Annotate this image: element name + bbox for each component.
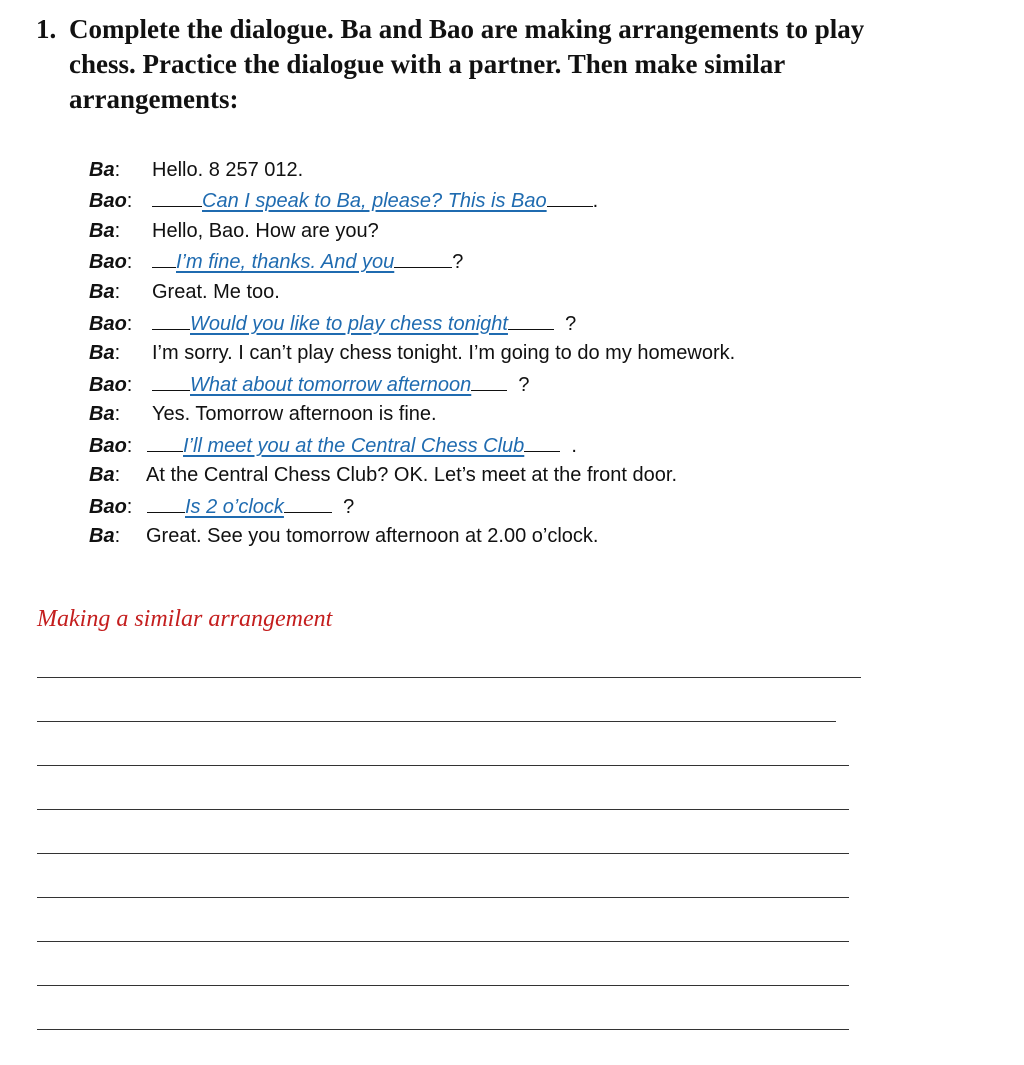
answer-text[interactable]: I’m fine, thanks. And you <box>176 251 395 273</box>
answer-text[interactable]: Would you like to play chess tonight <box>190 313 508 335</box>
writing-line[interactable] <box>37 809 849 810</box>
speaker-name: Ba <box>89 525 115 547</box>
dialogue-line: Ba: At the Central Chess Club? OK. Let’s meet at the front door. <box>89 464 678 486</box>
line-end: . <box>592 190 599 212</box>
speaker-name: Ba <box>89 464 115 486</box>
answer-text[interactable]: What about tomorrow afternoon <box>190 374 472 396</box>
exercise-heading <box>36 12 936 117</box>
writing-line[interactable] <box>37 941 849 942</box>
speaker-name: Bao <box>89 435 127 457</box>
dialogue-line: Bao: I’m fine, thanks. And you ? <box>89 251 464 273</box>
line-end: ? <box>452 251 464 273</box>
speaker-name: Bao <box>89 313 127 335</box>
writing-line[interactable] <box>37 1029 849 1030</box>
line-text: Hello, Bao. How are you? <box>152 220 379 242</box>
speaker-name: Ba <box>89 403 115 425</box>
dialogue-line: Bao: What about tomorrow afternoon ? <box>89 374 530 396</box>
line-text: Great. See you tomorrow afternoon at 2.00 o’clock. <box>146 525 599 547</box>
dialogue-line: Ba: Hello, Bao. How are you? <box>89 220 379 242</box>
speaker-name: Bao <box>89 251 127 273</box>
dialogue-line: Ba: Hello. 8 257 012. <box>89 159 304 181</box>
line-end: ? <box>565 313 577 335</box>
line-end: ? <box>518 374 530 396</box>
speaker-name: Bao <box>89 374 127 396</box>
line-text: Yes. Tomorrow afternoon is fine. <box>152 403 437 425</box>
section-title: Making a similar arrangement <box>37 606 333 632</box>
dialogue-line: Bao: I’ll meet you at the Central Chess Club . <box>89 435 577 457</box>
speaker-name: Ba <box>89 281 115 303</box>
line-text: Hello. 8 257 012. <box>152 159 304 181</box>
speaker-name: Ba <box>89 342 115 364</box>
dialogue-line: Ba: Yes. Tomorrow afternoon is fine. <box>89 403 437 425</box>
line-text: Great. Me too. <box>152 281 280 303</box>
speaker-name: Ba <box>89 159 115 181</box>
answer-text[interactable]: Can I speak to Ba, please? This is Bao <box>202 190 547 212</box>
dialogue-line: Ba: Great. Me too. <box>89 281 280 303</box>
dialogue-line: Ba: Great. See you tomorrow afternoon at 2.00 o’clock. <box>89 525 599 547</box>
writing-line[interactable] <box>37 721 836 722</box>
exercise-number: 1. <box>36 14 57 44</box>
dialogue-line: Bao: Can I speak to Ba, please? This is Bao . <box>89 190 599 212</box>
exercise-instruction: Complete the dialogue. Ba and Bao are making arrangements to play chess. Practice the dialogue with a partner. Then make similar arrangements: <box>69 14 865 114</box>
writing-line[interactable] <box>37 897 849 898</box>
line-text: At the Central Chess Club? OK. Let’s meet at the front door. <box>146 464 678 486</box>
writing-line[interactable] <box>37 985 849 986</box>
answer-text[interactable]: Is 2 o’clock <box>185 496 284 518</box>
dialogue-line: Bao: Is 2 o’clock ? <box>89 496 355 518</box>
line-end: ? <box>343 496 355 518</box>
writing-line[interactable] <box>37 677 861 678</box>
writing-line[interactable] <box>37 765 849 766</box>
speaker-name: Bao <box>89 190 127 212</box>
answer-text[interactable]: I’ll meet you at the Central Chess Club <box>183 435 525 457</box>
dialogue-line: Bao: Would you like to play chess tonight ? <box>89 313 577 335</box>
speaker-name: Bao <box>89 496 127 518</box>
line-text: I’m sorry. I can’t play chess tonight. I’m going to do my homework. <box>152 342 736 364</box>
dialogue-line: Ba: I’m sorry. I can’t play chess tonight. I’m going to do my homework. <box>89 342 736 364</box>
speaker-name: Ba <box>89 220 115 242</box>
line-end: . <box>571 435 577 457</box>
writing-line[interactable] <box>37 853 849 854</box>
